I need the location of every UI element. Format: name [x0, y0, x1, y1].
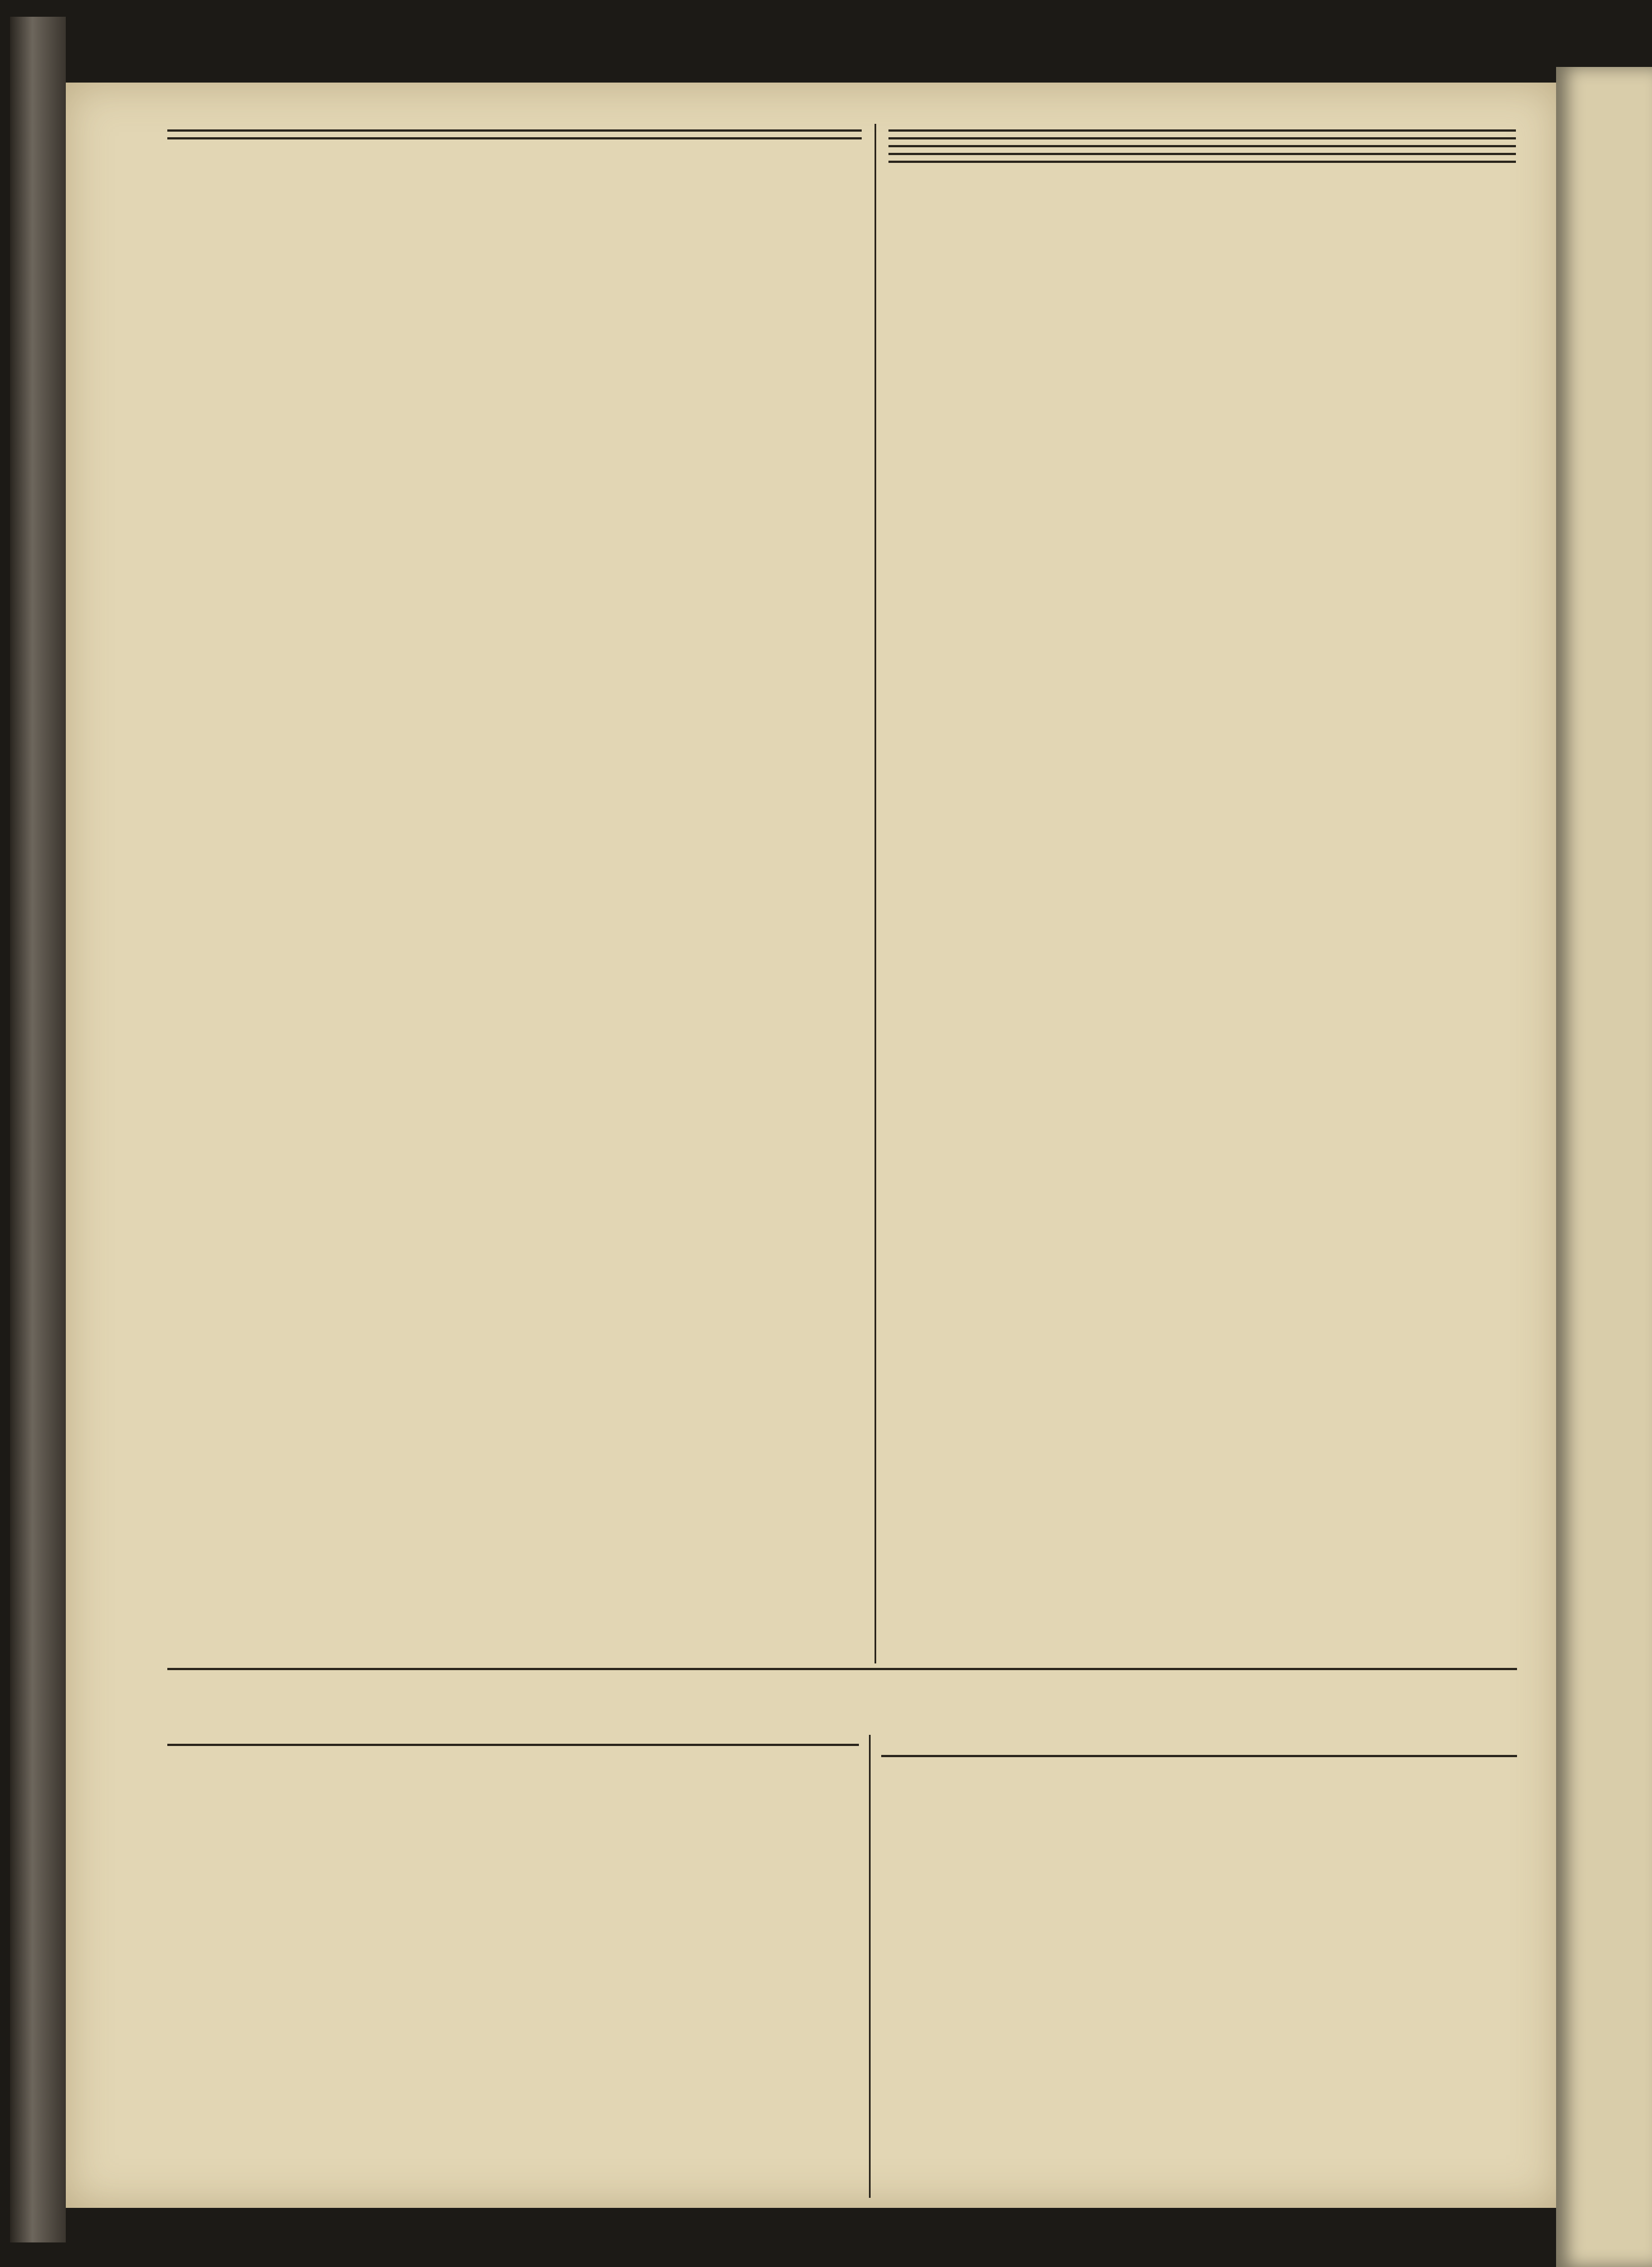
- price-item: [881, 1744, 1093, 1746]
- divider: [888, 153, 1516, 155]
- divider: [167, 1744, 859, 1746]
- book-edge: [10, 17, 66, 2242]
- divider: [167, 137, 862, 139]
- price-prefix: [1093, 1744, 1305, 1746]
- column-divider: [875, 124, 876, 1663]
- lotz-ad: [881, 1735, 1517, 1763]
- divider: [888, 129, 1516, 132]
- ads-divider: [869, 1735, 871, 2198]
- price-row: [881, 1744, 1517, 1746]
- divider: [888, 161, 1516, 163]
- adjacent-page: [1556, 67, 1652, 2267]
- price-table: [881, 1735, 1517, 1746]
- price-value: [1305, 1744, 1517, 1746]
- divider: [881, 1755, 1517, 1757]
- metzger-ad: [167, 1735, 859, 1752]
- left-column: [167, 124, 862, 145]
- divider: [167, 129, 862, 132]
- right-column: [888, 124, 1516, 168]
- divider: [167, 1668, 1517, 1670]
- ads-section: [167, 1735, 1517, 2198]
- divider: [888, 145, 1516, 147]
- divider: [888, 137, 1516, 139]
